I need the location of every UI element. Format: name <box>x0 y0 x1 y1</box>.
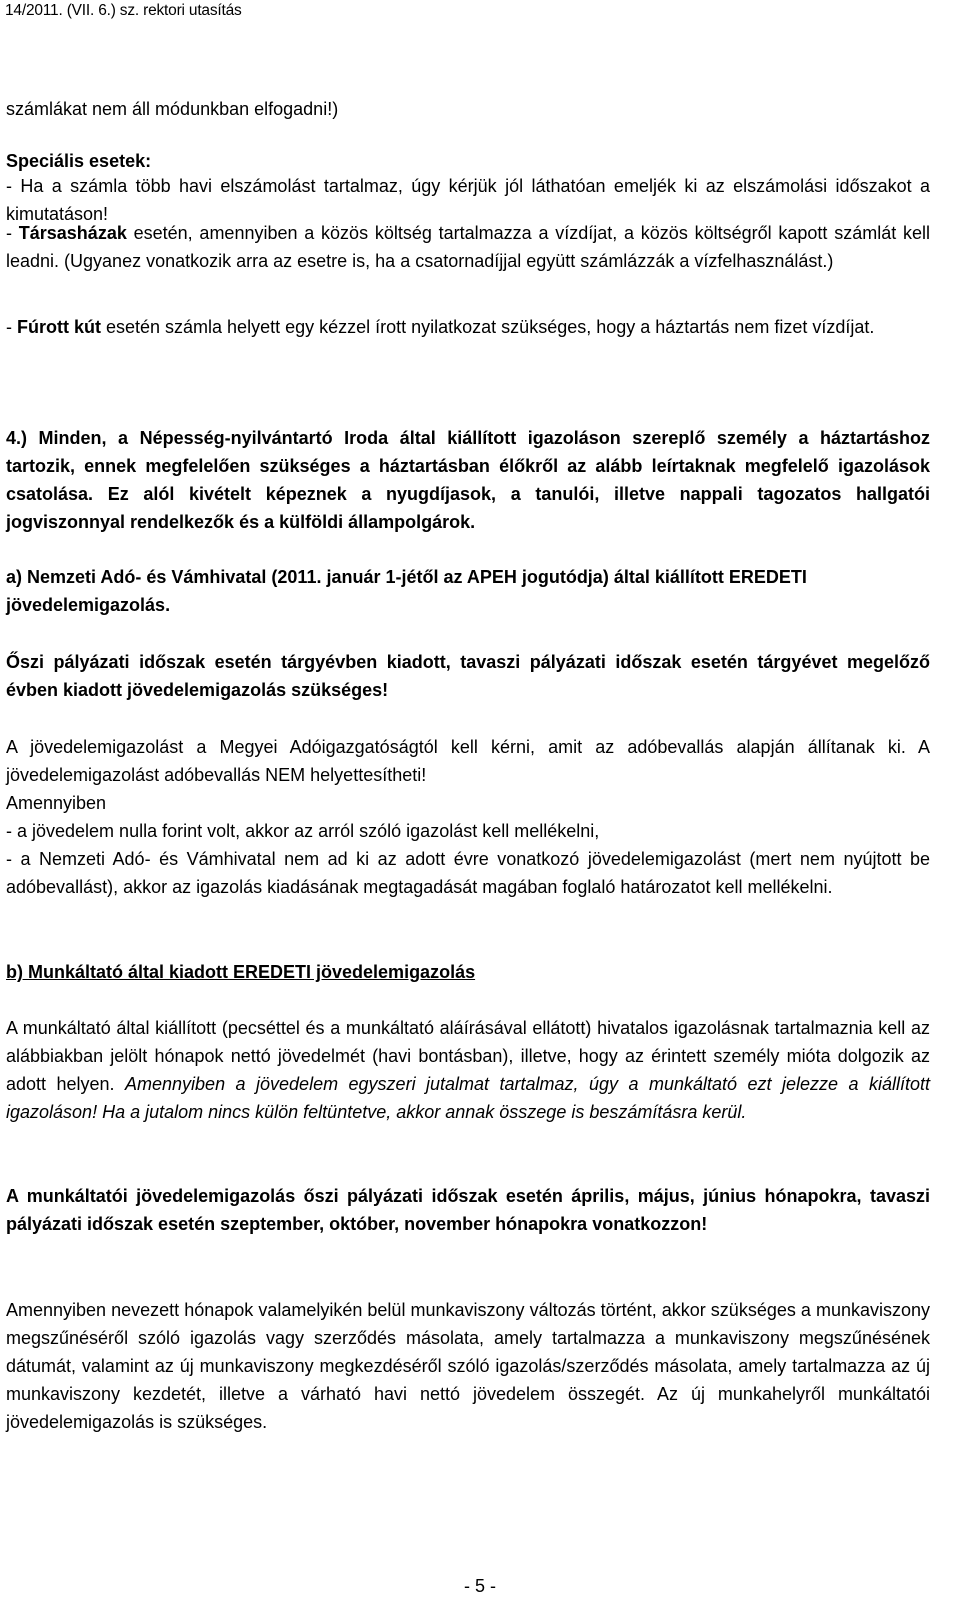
special-cases-title: Speciális esetek: <box>6 151 152 171</box>
item-2-bold: Társasházak <box>18 223 127 243</box>
b-paragraph-italic: Amennyiben a jövedelem egyszeri jutalmat tartalmaz, úgy a munkáltató ezt jelezze a kiállított igazoláson! Ha a jutalom nincs külön feltüntetve, akkor annak összege is beszámításra kerül. <box>6 1074 930 1122</box>
section-b-title: b) Munkáltató által kiadott EREDETI jövedelemigazolás <box>6 962 476 982</box>
special-case-item-1: - Ha a számla több havi elszámolást tartalmaz, úgy kérjük jól láthatóan emeljék ki az elszámolási időszakot a kimutatáson! <box>6 176 930 224</box>
months-requirement: A munkáltatói jövedelemigazolás őszi pályázati időszak esetén április, május, június hónapokra, tavaszi pályázati időszak esetén szeptember, október, november hónapokra vonatkozzon! <box>6 1186 930 1234</box>
amennyiben-label: Amennyiben <box>6 793 107 813</box>
section-a-title: a) Nemzeti Adó- és Vámhivatal (2011. január 1-jétől az APEH jogutódja) által kiállított EREDETI jövedelemigazolás. <box>6 567 807 615</box>
special-case-item-3 <box>6 313 930 341</box>
dash-item-2: - a Nemzeti Adó- és Vámhivatal nem ad ki az adott évre vonatkozó jövedelemigazolást (mert nem nyújtott be adóbevallást), akkor az igazolás kiadásának megtagadását magában foglaló határozatot kell mellékelni. <box>6 849 930 897</box>
previous-text: számlákat nem áll módunkban elfogadni!) <box>6 99 339 119</box>
document-header: 14/2011. (VII. 6.) sz. rektori utasítás <box>5 2 242 19</box>
page-number: - 5 - <box>463 1576 496 1596</box>
item-3-bold: Fúrott kút <box>17 317 101 337</box>
item-2-text: esetén, amennyiben a közös költség tartalmazza a vízdíjat, a közös költségről kapott számlát kell leadni. (Ugyanez vonatkozik arra az esetre is, ha a csatornadíjjal együtt számlázzák a vízfelhasználást.) <box>6 223 930 271</box>
item-3-prefix: - <box>6 317 17 337</box>
section-4-paragraph: 4.) Minden, a Népesség-nyilvántartó Iroda által kiállított igazoláson szereplő személy a háztartáshoz tartozik, ennek megfelelően szükséges a háztartásban élőkről az alább leírtaknak megfelelő igazolások csatolása. Ez alól kivételt képeznek a nyugdíjasok, a tanulói, illetve nappali tagozatos hallgatói jogviszonnyal rendelkezők és a külföldi állampolgárok. <box>6 428 930 532</box>
item-3-text: esetén számla helyett egy kézzel írott nyilatkozat szükséges, hogy a háztartás nem fizet vízdíjat. <box>100 317 875 337</box>
dash-item-1: - a jövedelem nulla forint volt, akkor az arról szóló igazolást kell mellékelni, <box>6 821 600 841</box>
megyei-paragraph: A jövedelemigazolást a Megyei Adóigazgatóságtól kell kérni, amit az adóbevallás alapján állítanak ki. A jövedelemigazolást adóbevallás NEM helyettesítheti! <box>6 737 930 785</box>
section-b-paragraph <box>6 1014 930 1126</box>
b-paragraph-plain: A munkáltató által kiállított (pecséttel és a munkáltató aláírásával ellátott) hivatalos igazolásnak tartalmaznia kell az alábbiakban jelölt hónapok nettó jövedelmét (havi bontásban), illetve, hogy az érintett személy mióta dolgozik az adott helyen. <box>6 1018 930 1094</box>
final-paragraph: Amennyiben nevezett hónapok valamelyikén belül munkaviszony változás történt, akkor szükséges a munkaviszony megszűnéséről szóló igazolás vagy szerződés másolata, amely tartalmazza a munkaviszony megszűnésének dátumát, valamint az új munkaviszony megkezdéséről szóló igazolás/szerződés másolata, amely tartalmazza az új munkaviszony kezdetét, illetve a várható havi nettó jövedelem összegét. Az új munkahelyről munkáltatói jövedelemigazolás is szükséges. <box>6 1300 930 1432</box>
item-2-prefix: - <box>6 223 19 243</box>
autumn-spring-note: Őszi pályázati időszak esetén tárgyévben kiadott, tavaszi pályázati időszak esetén tárgyévet megelőző évben kiadott jövedelemigazolás szükséges! <box>6 652 930 700</box>
special-case-item-2 <box>6 219 930 275</box>
